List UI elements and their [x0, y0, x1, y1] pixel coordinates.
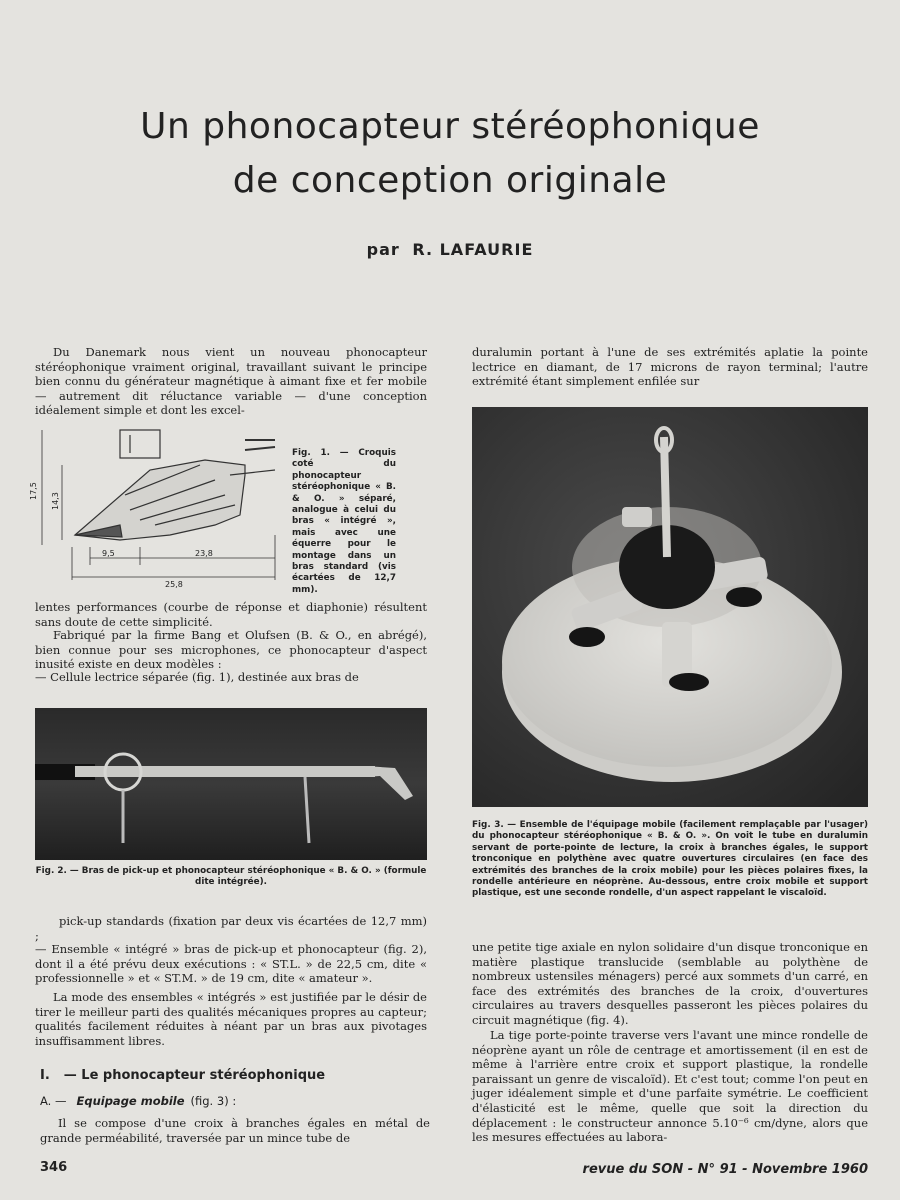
fig3-photo — [472, 407, 868, 807]
dim-w1: 9,5 — [102, 549, 115, 558]
fig2-caption-text: — Bras de pick-up et phonocapteur stéréophonique « B. & O. » (formule dite intégrée). — [69, 866, 427, 888]
paragraph-7: La mode des ensembles « intégrés » est justifiée par le désir de tirer le meilleur parti des qualités mécaniques propres au capteur; qualités facilement réduites à néant par un bras aux pivotages insuffisamment libres. — [35, 990, 427, 1048]
subsection-ref: (fig. 3) : — [190, 1094, 237, 1108]
article-title — [0, 100, 900, 208]
fig3-tube — [664, 437, 667, 557]
fig2-photo — [35, 708, 427, 860]
section-number: I. — [40, 1068, 50, 1083]
subsection-heading — [40, 1094, 236, 1108]
paragraph-6: — Ensemble « intégré » bras de pick-up et phonocapteur (fig. 2), dont il a été prévu deux exécutions : « ST.L. » de 22,5 cm, dite « professionnelle » et « ST.M. » de 19 cm, dite « amateur ». — [35, 942, 427, 986]
fig3-caption — [472, 820, 868, 900]
paragraph-8: Il se compose d'une croix à branches égales en métal de grande perméabilité, traversée par un mince tube de — [40, 1116, 430, 1145]
fig1-caption — [292, 448, 396, 596]
fig1-label: Fig. 1. — [292, 448, 330, 458]
fig1-bracket — [120, 430, 160, 458]
section-heading — [40, 1068, 325, 1083]
subsection-title: Equipage mobile — [76, 1094, 185, 1108]
section-title: — Le phonocapteur stéréophonique — [63, 1068, 326, 1083]
journal-footer: revue du SON - N° 91 - Novembre 1960 — [582, 1162, 868, 1177]
intro-paragraph: Du Danemark nous vient un nouveau phonocapteur stéréophonique vraiment original, travaillant suivant le principe bien connu du générateur magnétique à aimant fixe et fer mobile — autrement dit réluctance variable — d'une conception idéalement simple et dont les excel- — [35, 345, 427, 418]
dim-w3: 25,8 — [165, 580, 183, 589]
paragraph-5: pick-up standards (fixation par deux vis écartées de 12,7 mm) ; — [35, 914, 427, 943]
fig1-caption-text: — Croquis coté du phonocapteur stéréophonique « B. & O. » séparé, analogue à celui du bras « intégré », mais avec une équerre pour le montage dans un bras standard (vis écartées de 12,7 mm). — [292, 448, 396, 595]
byline-prefix: par — [366, 240, 400, 259]
dim-w2: 23,8 — [195, 549, 213, 558]
fig2-caption — [35, 866, 427, 889]
dim-h2: 14,3 — [51, 492, 60, 510]
paragraph-4: — Cellule lectrice séparée (fig. 1), destinée aux bras de — [35, 670, 359, 684]
col2-paragraph-2: La tige porte-pointe traverse vers l'avant une mince rondelle de néoprène ayant un rôle de centrage et amortissement (il en est de même à l'arrière entre croix et support plastique, la rondelle paraissant un genre de viscaloïd). Et c'est tout; comme l'on peut en juger idéalement simple et d'une parfaite symétrie. Le coefficient d'élasticité est le même, quelle que soit la direction du déplacement : le constructeur annonce 5.10⁻⁶ cm/dyne, alors que les mesures effectuées au labora- — [472, 1028, 868, 1145]
dim-h1: 17,5 — [29, 482, 38, 500]
title-line-1: Un phonocapteur stéréophonique — [140, 106, 760, 147]
fig1-drawing — [30, 425, 285, 590]
col2-paragraph-1: une petite tige axiale en nylon solidaire d'un disque tronconique en matière plastique translucide (semblable au polythène de nombreux ustensiles ménagers) percé aux sommets d'un carré, en face des extrémités des branches de la croix, d'ouvertures circulaires au travers desquelles passeront les pièces polaires du circuit magnétique (fig. 4). — [472, 940, 868, 1027]
title-line-2: de conception originale — [232, 160, 668, 201]
byline — [0, 240, 900, 259]
author-name: R. LAFAURIE — [412, 240, 534, 259]
col2-top-paragraph: duralumin portant à l'une de ses extrémités aplatie la pointe lectrice en diamant, de 17 microns de rayon terminal; l'autre extrémité étant simplement enfilée sur — [472, 345, 868, 389]
subsection-letter: A. — — [40, 1094, 67, 1108]
fig2-label: Fig. 2. — [35, 866, 67, 876]
fig3-caption-text: — Ensemble de l'équipage mobile (facilement remplaçable par l'usager) du phonocapteur stéréophonique « B. & O. ». On voit le tube en duralumin servant de porte-pointe de lecture, la croix à branches égales, le support tronconique en polythène avec quatre ouvertures circulaires (en face des extrémités des branches de la croix mobile) pour les pièces polaires fixes, la rondelle antérieure en néoprène. Au-dessous, entre croix mobile et support plastique, est une seconde rondelle, d'un aspect rappelant le viscaloïd. — [472, 820, 868, 899]
page-number: 346 — [40, 1160, 68, 1175]
paragraph-2: lentes performances (courbe de réponse et diaphonie) résultent sans doute de cette simplicité. — [35, 600, 427, 629]
paragraph-3: Fabriqué par la firme Bang et Olufsen (B. & O., en abrégé), bien connue pour ses microphones, ce phonocapteur d'aspect inusité existe en deux modèles : — [35, 628, 427, 672]
fig3-label: Fig. 3. — [472, 820, 504, 830]
